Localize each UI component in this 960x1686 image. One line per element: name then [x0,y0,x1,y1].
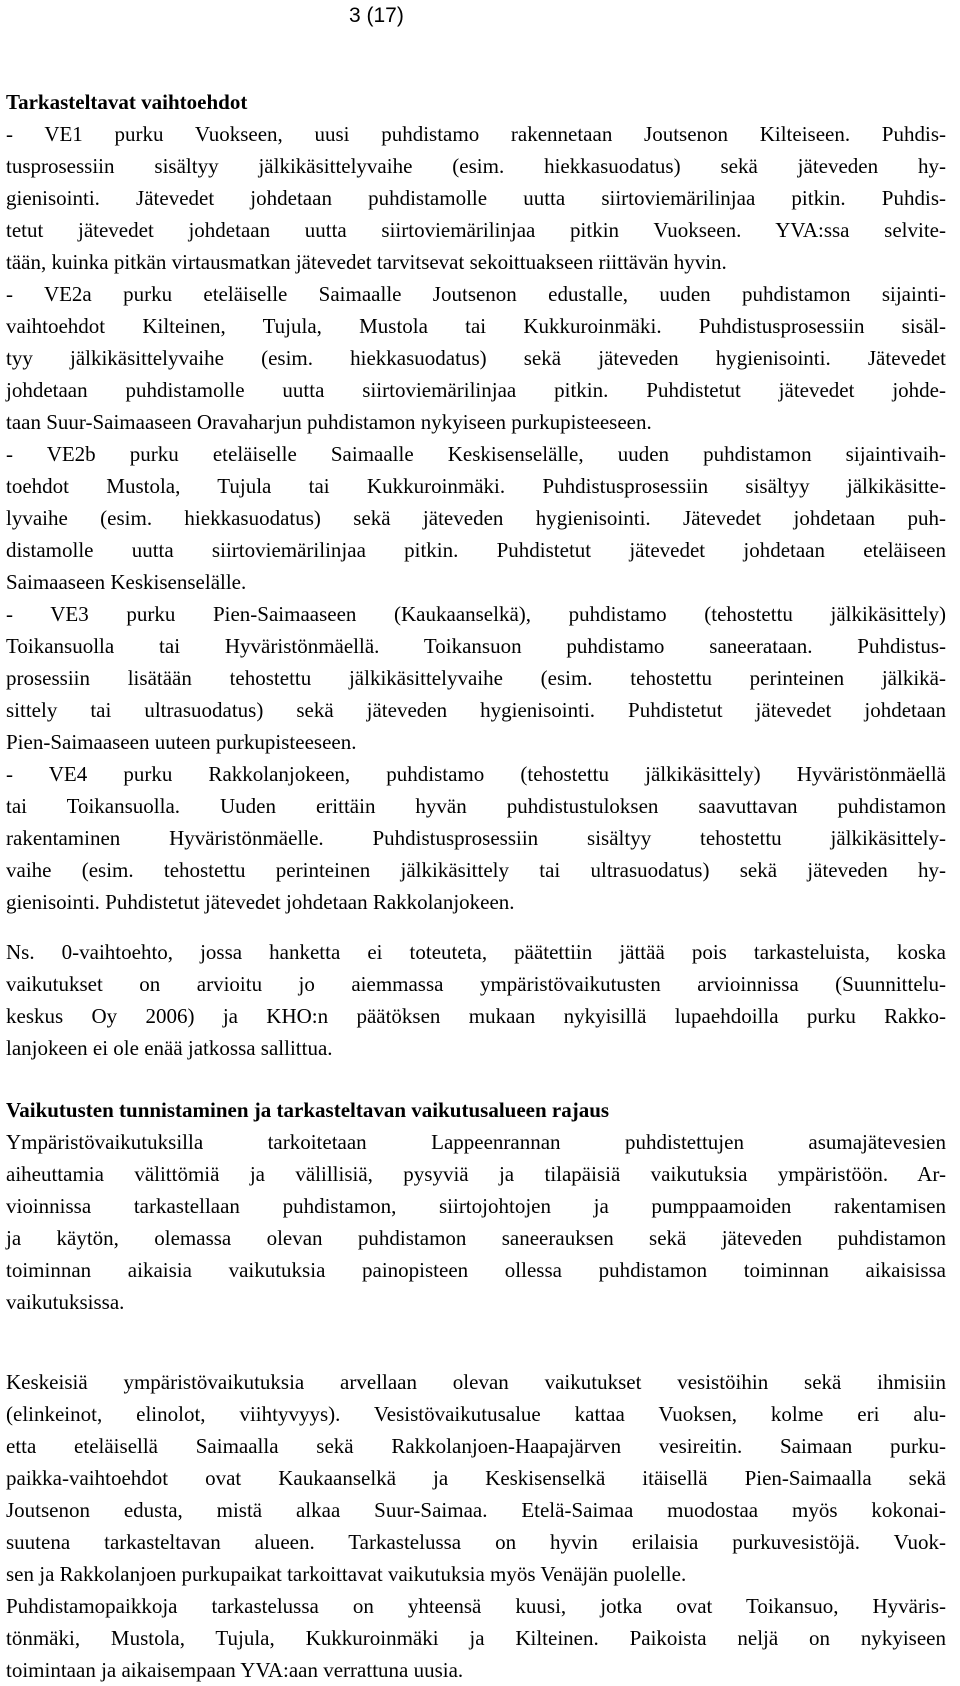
text-line: Ns. 0-vaihtoehto, jossa hanketta ei toteuteta, päätettiin jättää pois tarkasteluista, koska [6,940,946,964]
text-line: Saimaaseen Keskisenselälle. [6,570,247,594]
text-line: distamolle uutta siirtoviemärilinjaa pitkin. Puhdistetut jätevedet johdetaan eteläiseen [6,538,946,562]
text-line: gienisointi. Jätevedet johdetaan puhdistamolle uutta siirtoviemärilinjaa pitkin. Puhdis- [6,186,946,210]
text-line: tai Toikansuolla. Uuden erittäin hyvän puhdistustuloksen saavuttavan puhdistamon [6,794,946,818]
text-line: rakentaminen Hyväristönmäelle. Puhdistusprosessiin sisältyy tehostettu jälkikäsittely- [6,826,946,850]
text-line: paikka-vaihtoehdot ovat Kaukaanselkä ja Keskisenselkä itäisellä Pien-Saimaalla sekä [6,1466,946,1490]
section-heading-alternatives [6,86,946,118]
impacts-paragraph [6,1126,946,1318]
text-line: etta eteläisellä Saimaalla sekä Rakkolanjoen-Haapajärven vesireitin. Saimaan purku- [6,1434,946,1458]
text-line: lyvaihe (esim. hiekkasuodatus) sekä jäteveden hygienisointi. Jätevedet johdetaan puh- [6,506,946,530]
text-line: - VE2b purku eteläiselle Saimaalle Keskisenselälle, uuden puhdistamon sijaintivaih- [6,442,946,466]
text-line: toimintaan ja aikaisempaan YVA:aan verrattuna uusia. [6,1658,464,1682]
text-line: tyy jälkikäsittelyvaihe (esim. hiekkasuodatus) sekä jäteveden hygienisointi. Jätevedet [6,346,946,370]
alternatives-paragraph [6,118,946,918]
text-line: - VE1 purku Vuokseen, uusi puhdistamo rakennetaan Joutsenon Kilteiseen. Puhdis- [6,122,946,146]
text-line: Ympäristövaikutuksilla tarkoitetaan Lappeenrannan puhdistettujen asumajätevesien [6,1130,946,1154]
text-line: Toikansuolla tai Hyväristönmäellä. Toikansuon puhdistamo saneerataan. Puhdistus- [6,634,946,658]
text-line: vaihtoehdot Kilteinen, Tujula, Mustola tai Kukkuroinmäki. Puhdistusprosessiin sisäl- [6,314,946,338]
text-line: prosessiin lisätään tehostettu jälkikäsittelyvaihe (esim. tehostettu perinteinen jälkikä- [6,666,946,690]
text-line: tetut jätevedet johdetaan uutta siirtoviemärilinjaa pitkin Vuokseen. YVA:ssa selvite- [6,218,946,242]
heading-text: Tarkasteltavat vaihtoehdot [6,90,248,114]
text-line: taan Suur-Saimaaseen Oravaharjun puhdistamon nykyiseen purkupisteeseen. [6,410,652,434]
text-line: toiminnan aikaisia vaikutuksia painopisteen ollessa puhdistamon toiminnan aikaisissa [6,1258,946,1282]
text-line: ja käytön, olemassa olevan puhdistamon saneerauksen sekä jäteveden puhdistamon [6,1226,946,1250]
text-line: - VE4 purku Rakkolanjokeen, puhdistamo (tehostettu jälkikäsittely) Hyväristönmäellä [6,762,946,786]
page-number: 3 (17) [349,4,404,27]
zero-alternative-paragraph [6,936,946,1064]
text-line: tönmäki, Mustola, Tujula, Kukkuroinmäki ja Kilteinen. Paikoista neljä on nykyiseen [6,1626,946,1650]
text-line: vaikutuksissa. [6,1290,125,1314]
text-line: toehdot Mustola, Tujula tai Kukkuroinmäki. Puhdistusprosessiin sisältyy jälkikäsitte- [6,474,946,498]
text-line: - VE3 purku Pien-Saimaaseen (Kaukaanselkä), puhdistamo (tehostettu jälkikäsittely) [6,602,946,626]
key-impacts-paragraph [6,1366,946,1686]
section-heading-impacts [6,1094,946,1126]
text-line: tään, kuinka pitkän virtausmatkan jätevedet tarvitsevat sekoittuakseen riittävän hyvin. [6,250,727,274]
text-line: gienisointi. Puhdistetut jätevedet johdetaan Rakkolanjokeen. [6,890,515,914]
text-line: johdetaan puhdistamolle uutta siirtoviemärilinjaa pitkin. Puhdistetut jätevedet johde- [6,378,946,402]
text-line: vaihe (esim. tehostettu perinteinen jälkikäsittely tai ultrasuodatus) sekä jäteveden hy- [6,858,946,882]
text-line: suutena tarkasteltavan alueen. Tarkastelussa on hyvin erilaisia purkuvesistöjä. Vuok- [6,1530,946,1554]
text-line: vioinnissa tarkastellaan puhdistamon, siirtojohtojen ja pumppaamoiden rakentamisen [6,1194,946,1218]
text-line: Pien-Saimaaseen uuteen purkupisteeseen. [6,730,357,754]
text-line: tusprosessiin sisältyy jälkikäsittelyvaihe (esim. hiekkasuodatus) sekä jäteveden hy- [6,154,946,178]
text-line: Keskeisiä ympäristövaikutuksia arvellaan olevan vaikutukset vesistöihin sekä ihmisiin [6,1370,946,1394]
text-line: lanjokeen ei ole enää jatkossa sallittua. [6,1036,333,1060]
text-line: sittely tai ultrasuodatus) sekä jäteveden hygienisointi. Puhdistetut jätevedet johdetaan [6,698,946,722]
text-line: Joutsenon edusta, mistä alkaa Suur-Saimaa. Etelä-Saimaa muodostaa myös kokonai- [6,1498,946,1522]
text-line: aiheuttamia välittömiä ja välillisiä, pysyviä ja tilapäisiä vaikutuksia ympäristöön. Ar- [6,1162,946,1186]
text-line: - VE2a purku eteläiselle Saimaalle Joutsenon edustalle, uuden puhdistamon sijainti- [6,282,946,306]
heading-text: Vaikutusten tunnistaminen ja tarkasteltavan vaikutusalueen rajaus [6,1098,610,1122]
text-line: Puhdistamopaikkoja tarkastelussa on yhteensä kuusi, jotka ovat Toikansuo, Hyväris- [6,1594,946,1618]
text-line: vaikutukset on arvioitu jo aiemmassa ympäristövaikutusten arvioinnissa (Suunnittelu- [6,972,946,996]
text-line: keskus Oy 2006) ja KHO:n päätöksen mukaan nykyisillä lupaehdoilla purku Rakko- [6,1004,946,1028]
text-line: sen ja Rakkolanjoen purkupaikat tarkoittavat vaikutuksia myös Venäjän puolelle. [6,1562,687,1586]
text-line: (elinkeinot, elinolot, viihtyvyys). Vesistövaikutusalue kattaa Vuoksen, kolme eri alu- [6,1402,946,1426]
